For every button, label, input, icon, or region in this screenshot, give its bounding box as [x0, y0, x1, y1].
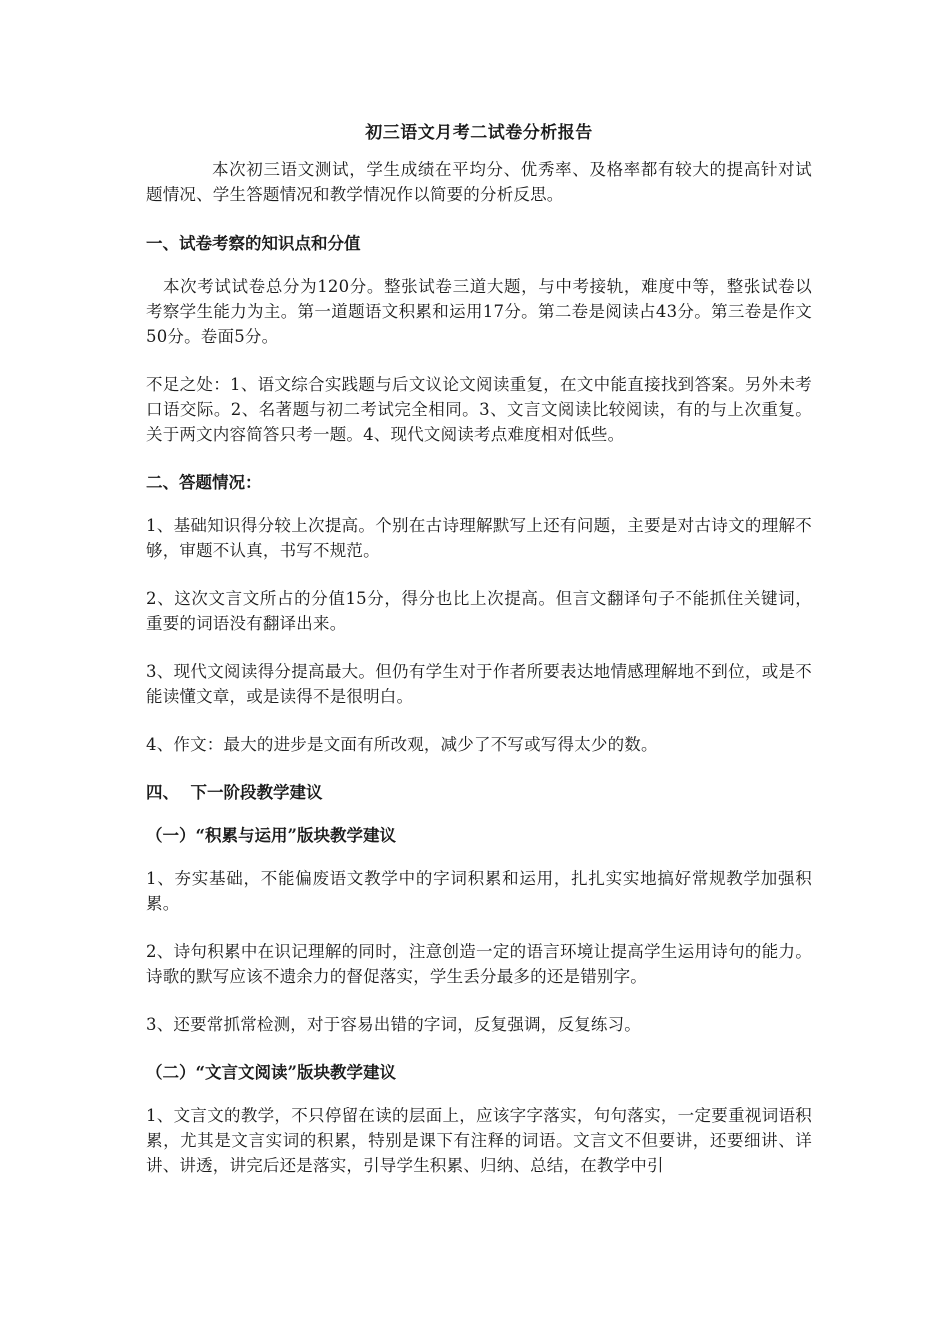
list-item-modern-reading: 3、现代文阅读得分提高最大。但仍有学生对于作者所要表达地情感理解地不到位，或是不能读懂文章，或是读得不是很明白。	[146, 662, 812, 706]
section-heading-teaching-suggestions: 四、 下一阶段教学建议	[146, 783, 323, 802]
document-title: 初三语文月考二试卷分析报告	[365, 123, 593, 143]
intro-paragraph: 本次初三语文测试，学生成绩在平均分、优秀率、及格率都有较大的提高针对试题情况、学生答题情况和教学情况作以简要的分析反思。	[146, 160, 812, 204]
list-item-classical-chinese: 2、这次文言文所占的分值15分，得分也比上次提高。但言文翻译句子不能抓住关键词，重要的词语没有翻译出来。	[146, 589, 812, 633]
paragraph-shortcomings: 不足之处：1、语文综合实践题与后文议论文阅读重复，在文中能直接找到答案。另外未考口语交际。2、名著题与初二考试完全相同。3、文言文阅读比较阅读，有的与上次重复。关于两文内容简答只考一题。4、现代文阅读考点难度相对低些。	[146, 375, 812, 444]
section-heading-knowledge-points: 一、试卷考察的知识点和分值	[146, 234, 361, 253]
section-heading-answer-situation: 二、答题情况：	[146, 473, 262, 492]
suggestion-item-poetry: 2、诗句积累中在识记理解的同时，注意创造一定的语言环境让提高学生运用诗句的能力。诗歌的默写应该不遗余力的督促落实，学生丢分最多的还是错别字。	[146, 942, 812, 986]
list-item-basic-knowledge: 1、基础知识得分较上次提高。个别在古诗理解默写上还有问题，主要是对古诗文的理解不够，审题不认真，书写不规范。	[146, 516, 812, 560]
subsection-heading-classical-reading: （二）“文言文阅读”版块教学建议	[146, 1063, 396, 1082]
suggestion-item-testing: 3、还要常抓常检测，对于容易出错的字词，反复强调，反复练习。	[146, 1015, 641, 1034]
document-body	[146, 121, 812, 1178]
list-item-composition: 4、作文：最大的进步是文面有所改观，减少了不写或写得太少的数。	[146, 735, 658, 754]
paragraph-score-distribution: 本次考试试卷总分为120分。整张试卷三道大题，与中考接轨，难度中等，整张试卷以考察学生能力为主。第一道题语文积累和运用17分。第二卷是阅读占43分。第三卷是作文50分。卷面5分。	[146, 277, 812, 346]
suggestion-item-foundation: 1、夯实基础，不能偏废语文教学中的字词积累和运用，扎扎实实地搞好常规教学加强积累。	[146, 869, 812, 913]
suggestion-item-classical-teaching: 1、文言文的教学，不只停留在读的层面上，应该字字落实，句句落实，一定要重视词语积累，尤其是文言实词的积累，特别是课下有注释的词语。文言文不但要讲，还要细讲、详讲、讲透，讲完后还是落实，引导学生积累、归纳、总结，在教学中引	[146, 1106, 812, 1175]
subsection-heading-accumulation: （一）“积累与运用”版块教学建议	[146, 826, 396, 845]
